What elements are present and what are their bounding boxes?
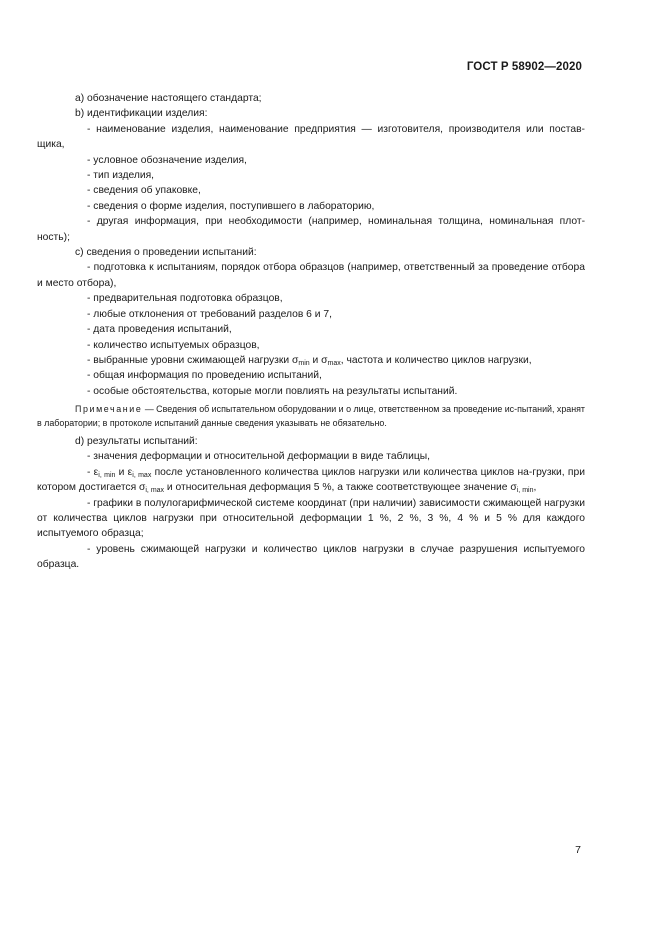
item-c4: - дата проведения испытаний, bbox=[87, 324, 232, 336]
sigma-min-subscript: min bbox=[298, 359, 310, 367]
page-number: 7 bbox=[575, 844, 581, 856]
item-d2-text-b: и ε bbox=[115, 466, 133, 478]
item-c2: - предварительная подготовка образцов, bbox=[87, 293, 283, 305]
item-c6-text-c: , частота и количество циклов нагрузки, bbox=[340, 354, 532, 366]
item-d2-text-e: , bbox=[533, 482, 537, 494]
item-d3: - графики в полулогарифмической системе координат (при наличии) зависимости сжимающей нагрузки от количества циклов нагрузки при относительной деформации 1 %, 2 %, 3 %, 4 % и 5 % для каждого испытуемого образца; bbox=[37, 497, 585, 540]
item-c: c) сведения о проведении испытаний: bbox=[75, 247, 257, 259]
note-paragraph bbox=[37, 403, 585, 430]
document-id-header: ГОСТ Р 58902—2020 bbox=[466, 61, 582, 73]
item-b2: - условное обозначение изделия, bbox=[87, 154, 247, 166]
epsilon-max-subscript: i, max bbox=[132, 471, 152, 479]
note-label: Примечание bbox=[75, 404, 143, 415]
item-a: a) обозначение настоящего стандарта; bbox=[75, 93, 262, 104]
item-c7: - общая информация по проведению испытаний, bbox=[87, 370, 322, 382]
item-c3: - любые отклонения от требований разделов 6 и 7, bbox=[87, 308, 332, 320]
item-c5: - количество испытуемых образцов, bbox=[87, 339, 260, 351]
item-b4: - сведения об упаковке, bbox=[87, 185, 201, 197]
item-d2-text-c: после установленного количества циклов нагрузки или количества циклов на-грузки, при котором достигается σ bbox=[37, 466, 585, 494]
item-b3: - тип изделия, bbox=[87, 170, 155, 182]
item-b1: - наименование изделия, наименование предприятия — изготовителя, производителя или постав-щика, bbox=[37, 123, 585, 151]
item-c8: - особые обстоятельства, которые могли повлиять на результаты испытаний. bbox=[87, 385, 458, 397]
item-d2-text-d: и относительная деформация 5 %, а также соответствующее значение σ bbox=[164, 482, 517, 494]
item-c6 bbox=[37, 353, 585, 368]
sigma-max-subscript: max bbox=[327, 359, 341, 367]
item-c6-text-b: и σ bbox=[309, 354, 328, 366]
item-b: b) идентификации изделия: bbox=[75, 108, 208, 120]
sigma-i-max-subscript: i, max bbox=[145, 487, 165, 495]
item-d2-text-a: - ε bbox=[87, 466, 99, 478]
item-b5: - сведения о форме изделия, поступившего в лабораторию, bbox=[87, 200, 375, 212]
sigma-i-min-subscript: i, min bbox=[516, 487, 534, 495]
item-c1: - подготовка к испытаниям, порядок отбора образцов (например, ответственный за проведение отбора и место отбора), bbox=[37, 262, 585, 289]
item-d1: - значения деформации и относительной деформации в виде таблицы, bbox=[87, 451, 430, 463]
item-b6: - другая информация, при необходимости (например, номинальная толщина, номинальная плот-ность); bbox=[37, 216, 585, 243]
item-d4: - уровень сжимающей нагрузки и количество циклов нагрузки в случае разрушения испытуемого образца. bbox=[37, 543, 585, 571]
item-c6-text-a: - выбранные уровни сжимающей нагрузки σ bbox=[87, 354, 299, 366]
document-body bbox=[37, 91, 585, 573]
note-text: — Сведения об испытательном оборудовании и о лице, ответственном за проведение ис-пытаний, хранят в лаборатории; в протоколе испытаний данные сведения указывать не обязательно. bbox=[37, 404, 585, 428]
item-d: d) результаты испытаний: bbox=[75, 435, 198, 447]
item-d2 bbox=[37, 465, 585, 496]
epsilon-min-subscript: i, min bbox=[98, 471, 116, 479]
